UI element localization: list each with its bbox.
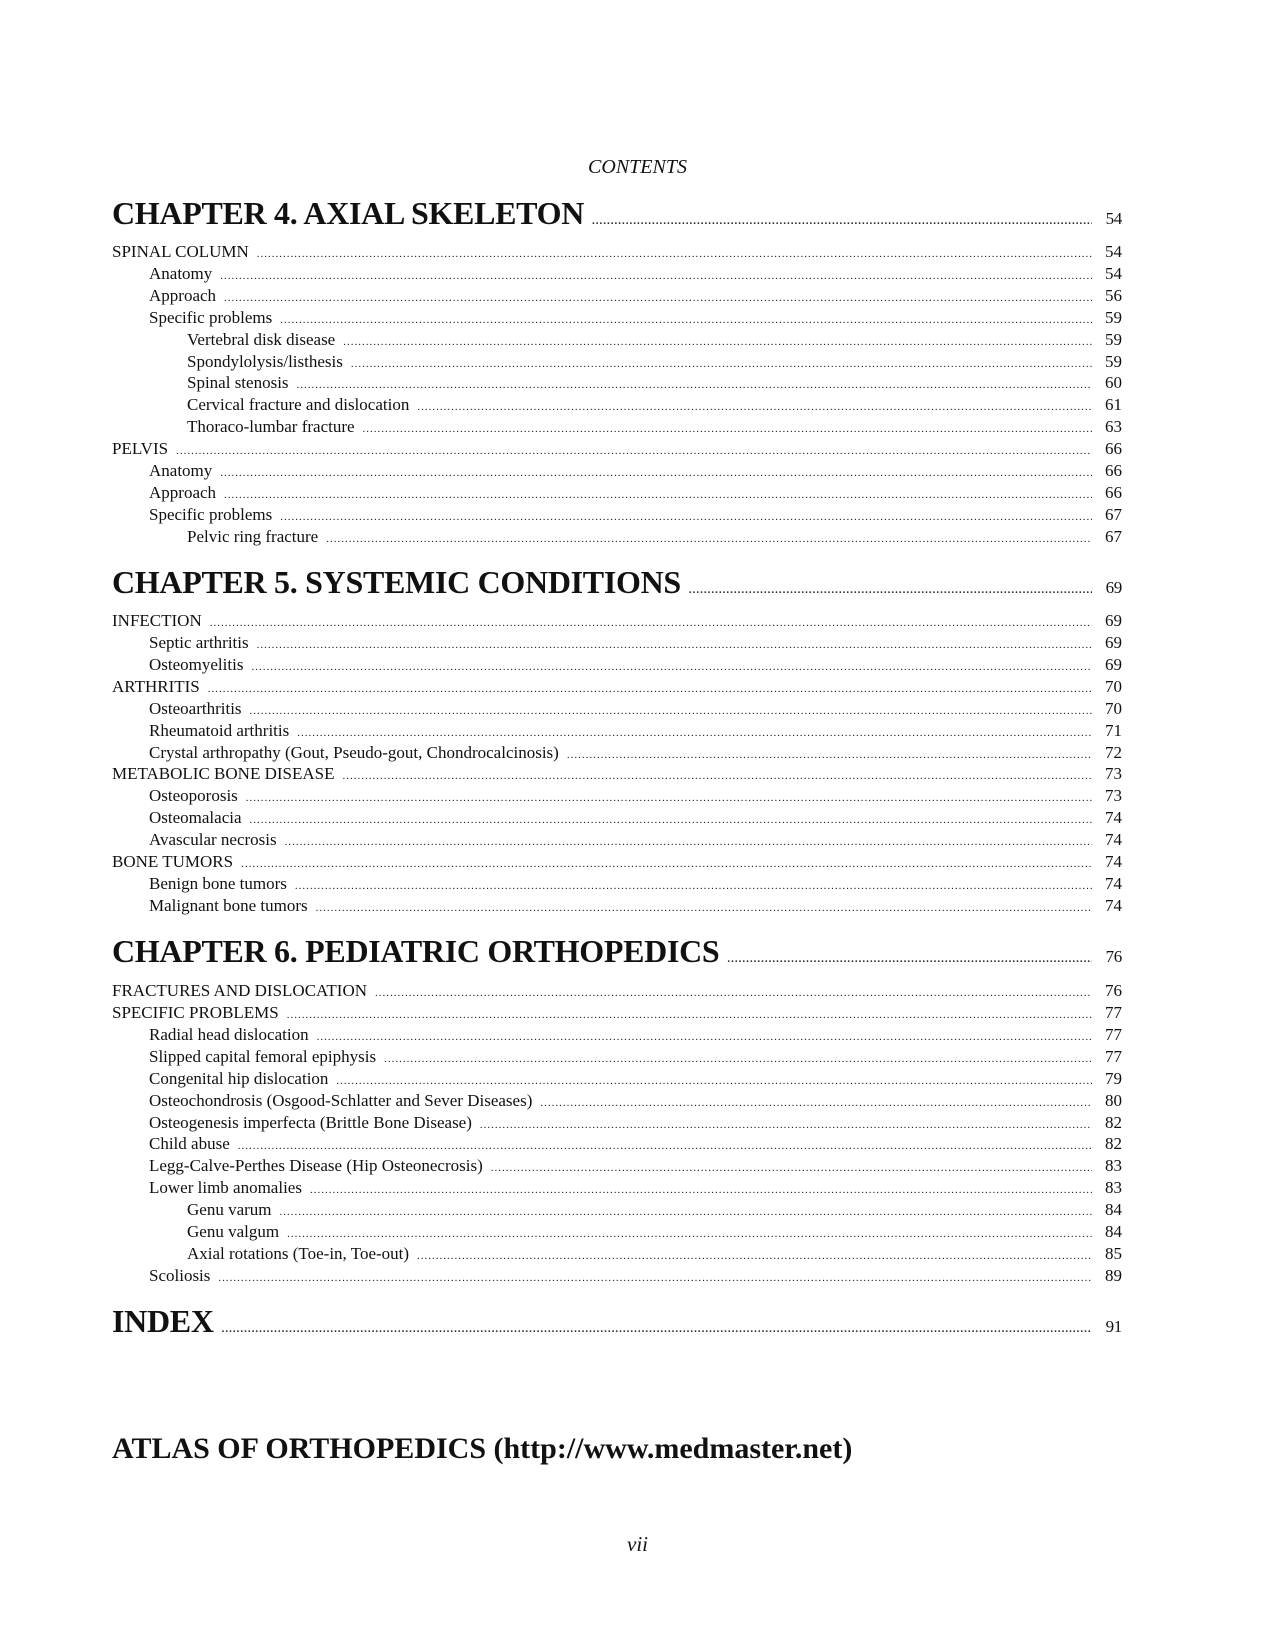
- toc-entry[interactable]: [112, 873, 1122, 897]
- toc-title: SPECIFIC PROBLEMS: [112, 1003, 279, 1022]
- toc-entry[interactable]: [112, 763, 1122, 787]
- toc-entry[interactable]: [112, 676, 1122, 700]
- toc-entry[interactable]: [112, 1177, 1122, 1201]
- toc-title: BONE TUMORS: [112, 852, 234, 871]
- toc-page: 79: [1105, 1069, 1122, 1088]
- toc-page: 74: [1105, 808, 1122, 827]
- toc-page: 74: [1105, 896, 1122, 915]
- toc-title: INDEX: [112, 1303, 214, 1339]
- leader-dots: [727, 932, 1092, 978]
- leader-dots: [250, 807, 1092, 831]
- toc-page: 70: [1105, 699, 1122, 718]
- toc-page: 77: [1105, 1047, 1122, 1066]
- toc-title: Scoliosis: [149, 1266, 211, 1285]
- toc-page: 60: [1105, 373, 1122, 392]
- leader-dots: [224, 285, 1092, 309]
- toc-page: 89: [1105, 1266, 1122, 1285]
- leader-dots: [246, 785, 1092, 809]
- toc-title: Cervical fracture and dislocation: [187, 395, 410, 414]
- leader-dots: [220, 460, 1092, 484]
- toc-title: Thoraco-lumbar fracture: [187, 417, 355, 436]
- toc-title: METABOLIC BONE DISEASE: [112, 764, 335, 783]
- toc-title: Malignant bone tumors: [149, 896, 308, 915]
- toc-title: Radial head dislocation: [149, 1025, 309, 1044]
- leader-dots: [417, 394, 1092, 418]
- leader-dots: [384, 1046, 1092, 1070]
- toc-page: 82: [1105, 1113, 1122, 1132]
- toc-title: Osteoporosis: [149, 786, 238, 805]
- toc-page: 59: [1105, 308, 1122, 327]
- leader-dots: [287, 1221, 1092, 1245]
- toc-page: 91: [1105, 1317, 1122, 1336]
- toc-page: 54: [1105, 209, 1122, 228]
- toc-entry[interactable]: [112, 372, 1122, 396]
- leader-dots: [257, 632, 1092, 656]
- toc-page: 76: [1105, 981, 1122, 1000]
- toc-page: 54: [1105, 242, 1122, 261]
- toc-entry[interactable]: [112, 438, 1122, 462]
- leader-dots: [417, 1243, 1092, 1267]
- toc-page: 66: [1105, 483, 1122, 502]
- toc-page: 59: [1105, 330, 1122, 349]
- leader-dots: [310, 1177, 1092, 1201]
- leader-dots: [295, 873, 1092, 897]
- toc-title: Crystal arthropathy (Gout, Pseudo-gout, Chondrocalcinosis): [149, 743, 559, 762]
- toc-page: 71: [1105, 721, 1122, 740]
- toc-entry[interactable]: [112, 460, 1122, 484]
- toc-entry[interactable]: [112, 1221, 1122, 1245]
- toc-entry[interactable]: [112, 1133, 1122, 1157]
- toc-title: FRACTURES AND DISLOCATION: [112, 981, 368, 1000]
- leader-dots: [363, 416, 1092, 440]
- atlas-link[interactable]: ATLAS OF ORTHOPEDICS (http://www.medmaster.net): [112, 1432, 853, 1465]
- toc-entry[interactable]: [112, 1002, 1122, 1026]
- toc-page: 74: [1105, 852, 1122, 871]
- toc-page: 83: [1105, 1156, 1122, 1175]
- leader-dots: [285, 829, 1092, 853]
- toc-entry[interactable]: [112, 610, 1122, 634]
- toc-page: 69: [1105, 611, 1122, 630]
- leader-dots: [208, 676, 1092, 700]
- toc-page: 82: [1105, 1134, 1122, 1153]
- page-number: vii: [627, 1532, 648, 1556]
- index-heading[interactable]: [112, 1302, 1122, 1348]
- toc-page: 54: [1105, 264, 1122, 283]
- running-header: CONTENTS: [588, 156, 687, 178]
- toc-title: CHAPTER 4. AXIAL SKELETON: [112, 195, 585, 231]
- leader-dots: [491, 1155, 1092, 1179]
- toc-entry[interactable]: [112, 416, 1122, 440]
- leader-dots: [280, 1199, 1092, 1223]
- toc-page: 84: [1105, 1222, 1122, 1241]
- toc-entry[interactable]: [112, 632, 1122, 656]
- toc-title: Vertebral disk disease: [187, 330, 336, 349]
- leader-dots: [297, 372, 1092, 396]
- toc-page: 85: [1105, 1244, 1122, 1263]
- toc-title: Spinal stenosis: [187, 373, 289, 392]
- leader-dots: [257, 241, 1092, 265]
- toc-title: Specific problems: [149, 308, 273, 327]
- leader-dots: [222, 1302, 1092, 1348]
- toc-title: Legg-Calve-Perthes Disease (Hip Osteonecrosis): [149, 1156, 483, 1175]
- toc-page: 72: [1105, 743, 1122, 762]
- toc-entry[interactable]: [112, 720, 1122, 744]
- toc-entry[interactable]: [112, 504, 1122, 528]
- leader-dots: [343, 329, 1092, 353]
- toc-title: Avascular necrosis: [149, 830, 277, 849]
- toc-entry[interactable]: [112, 329, 1122, 353]
- toc-page: 77: [1105, 1003, 1122, 1022]
- toc-title: Osteomyelitis: [149, 655, 244, 674]
- toc-entry[interactable]: [112, 698, 1122, 722]
- leader-dots: [220, 263, 1092, 287]
- toc-title: Osteomalacia: [149, 808, 242, 827]
- toc-page: 66: [1105, 461, 1122, 480]
- toc-page: 69: [1105, 578, 1122, 597]
- toc-title: SPINAL COLUMN: [112, 242, 249, 261]
- leader-dots: [210, 610, 1092, 634]
- toc-entry[interactable]: [112, 829, 1122, 853]
- toc-title: Osteoarthritis: [149, 699, 242, 718]
- toc-entry[interactable]: [112, 807, 1122, 831]
- toc-page: 63: [1105, 417, 1122, 436]
- toc-title: Spondylolysis/listhesis: [187, 352, 343, 371]
- toc-page: 74: [1105, 874, 1122, 893]
- toc-entry[interactable]: [112, 1046, 1122, 1070]
- toc-entry[interactable]: [112, 1090, 1122, 1114]
- toc-entry[interactable]: [112, 394, 1122, 418]
- leader-dots: [218, 1265, 1092, 1289]
- leader-dots: [287, 1002, 1092, 1026]
- toc-title: Osteochondrosis (Osgood-Schlatter and Sever Diseases): [149, 1091, 533, 1110]
- leader-dots: [336, 1068, 1092, 1092]
- toc-title: Anatomy: [149, 264, 213, 283]
- toc-entry[interactable]: [112, 980, 1122, 1004]
- toc-entry[interactable]: [112, 1068, 1122, 1092]
- toc-entry[interactable]: [112, 1155, 1122, 1179]
- toc-entry[interactable]: [112, 654, 1122, 678]
- leader-dots: [280, 504, 1092, 528]
- toc-page: 84: [1105, 1200, 1122, 1219]
- toc-title: Genu valgum: [187, 1222, 280, 1241]
- toc-page: 74: [1105, 830, 1122, 849]
- toc-title: CHAPTER 5. SYSTEMIC CONDITIONS: [112, 564, 681, 600]
- leader-dots: [592, 194, 1092, 240]
- leader-dots: [689, 563, 1092, 609]
- leader-dots: [316, 895, 1092, 919]
- toc-title: Approach: [149, 483, 217, 502]
- chapter-4-heading[interactable]: [112, 194, 1122, 240]
- toc-entry[interactable]: [112, 1265, 1122, 1289]
- toc-page: 73: [1105, 786, 1122, 805]
- toc-page: 76: [1105, 947, 1122, 966]
- leader-dots: [540, 1090, 1092, 1114]
- toc-entry[interactable]: [112, 482, 1122, 506]
- toc-page: 70: [1105, 677, 1122, 696]
- toc-entry[interactable]: [112, 785, 1122, 809]
- toc-page: 66: [1105, 439, 1122, 458]
- leader-dots: [342, 763, 1092, 787]
- toc-page: 56: [1105, 286, 1122, 305]
- toc-title: CHAPTER 6. PEDIATRIC ORTHOPEDICS: [112, 933, 720, 969]
- toc-entry[interactable]: [112, 1024, 1122, 1048]
- toc-title: Congenital hip dislocation: [149, 1069, 329, 1088]
- leader-dots: [224, 482, 1092, 506]
- toc-page: 69: [1105, 655, 1122, 674]
- leader-dots: [238, 1133, 1092, 1157]
- toc-entry[interactable]: [112, 1243, 1122, 1267]
- toc-title: Child abuse: [149, 1134, 230, 1153]
- toc-title: Axial rotations (Toe-in, Toe-out): [187, 1244, 410, 1263]
- toc-title: Lower limb anomalies: [149, 1178, 302, 1197]
- chapter-6-heading[interactable]: [112, 932, 1122, 978]
- leader-dots: [250, 698, 1092, 722]
- leader-dots: [280, 307, 1092, 331]
- leader-dots: [176, 438, 1092, 462]
- toc-title: Osteogenesis imperfecta (Brittle Bone Disease): [149, 1113, 472, 1132]
- toc-title: Slipped capital femoral epiphysis: [149, 1047, 377, 1066]
- toc-title: Benign bone tumors: [149, 874, 287, 893]
- leader-dots: [326, 526, 1092, 550]
- toc-page: 67: [1105, 527, 1122, 546]
- toc-title: INFECTION: [112, 611, 202, 630]
- leader-dots: [297, 720, 1092, 744]
- toc-entry[interactable]: [112, 1199, 1122, 1223]
- toc-page: 83: [1105, 1178, 1122, 1197]
- toc-entry[interactable]: [112, 307, 1122, 331]
- chapter-5-heading[interactable]: [112, 563, 1122, 609]
- toc-entry[interactable]: [112, 526, 1122, 550]
- toc-entry[interactable]: [112, 263, 1122, 287]
- toc-page: 80: [1105, 1091, 1122, 1110]
- toc-page: 67: [1105, 505, 1122, 524]
- toc-page: 59: [1105, 352, 1122, 371]
- leader-dots: [241, 851, 1092, 875]
- toc-title: Septic arthritis: [149, 633, 249, 652]
- leader-dots: [317, 1024, 1092, 1048]
- toc-title: Rheumatoid arthritis: [149, 721, 290, 740]
- toc-entry[interactable]: [112, 241, 1122, 265]
- toc-page: 77: [1105, 1025, 1122, 1044]
- toc-page: 73: [1105, 764, 1122, 783]
- toc-entry[interactable]: [112, 851, 1122, 875]
- toc-title: Pelvic ring fracture: [187, 527, 319, 546]
- leader-dots: [375, 980, 1092, 1004]
- toc-title: Approach: [149, 286, 217, 305]
- toc-entry[interactable]: [112, 285, 1122, 309]
- toc-entry[interactable]: [112, 895, 1122, 919]
- toc-title: Anatomy: [149, 461, 213, 480]
- toc-title: PELVIS: [112, 439, 169, 458]
- toc-title: ARTHRITIS: [112, 677, 200, 696]
- toc-page: 69: [1105, 633, 1122, 652]
- toc-title: Specific problems: [149, 505, 273, 524]
- leader-dots: [251, 654, 1092, 678]
- toc-page: 61: [1105, 395, 1122, 414]
- toc-title: Genu varum: [187, 1200, 272, 1219]
